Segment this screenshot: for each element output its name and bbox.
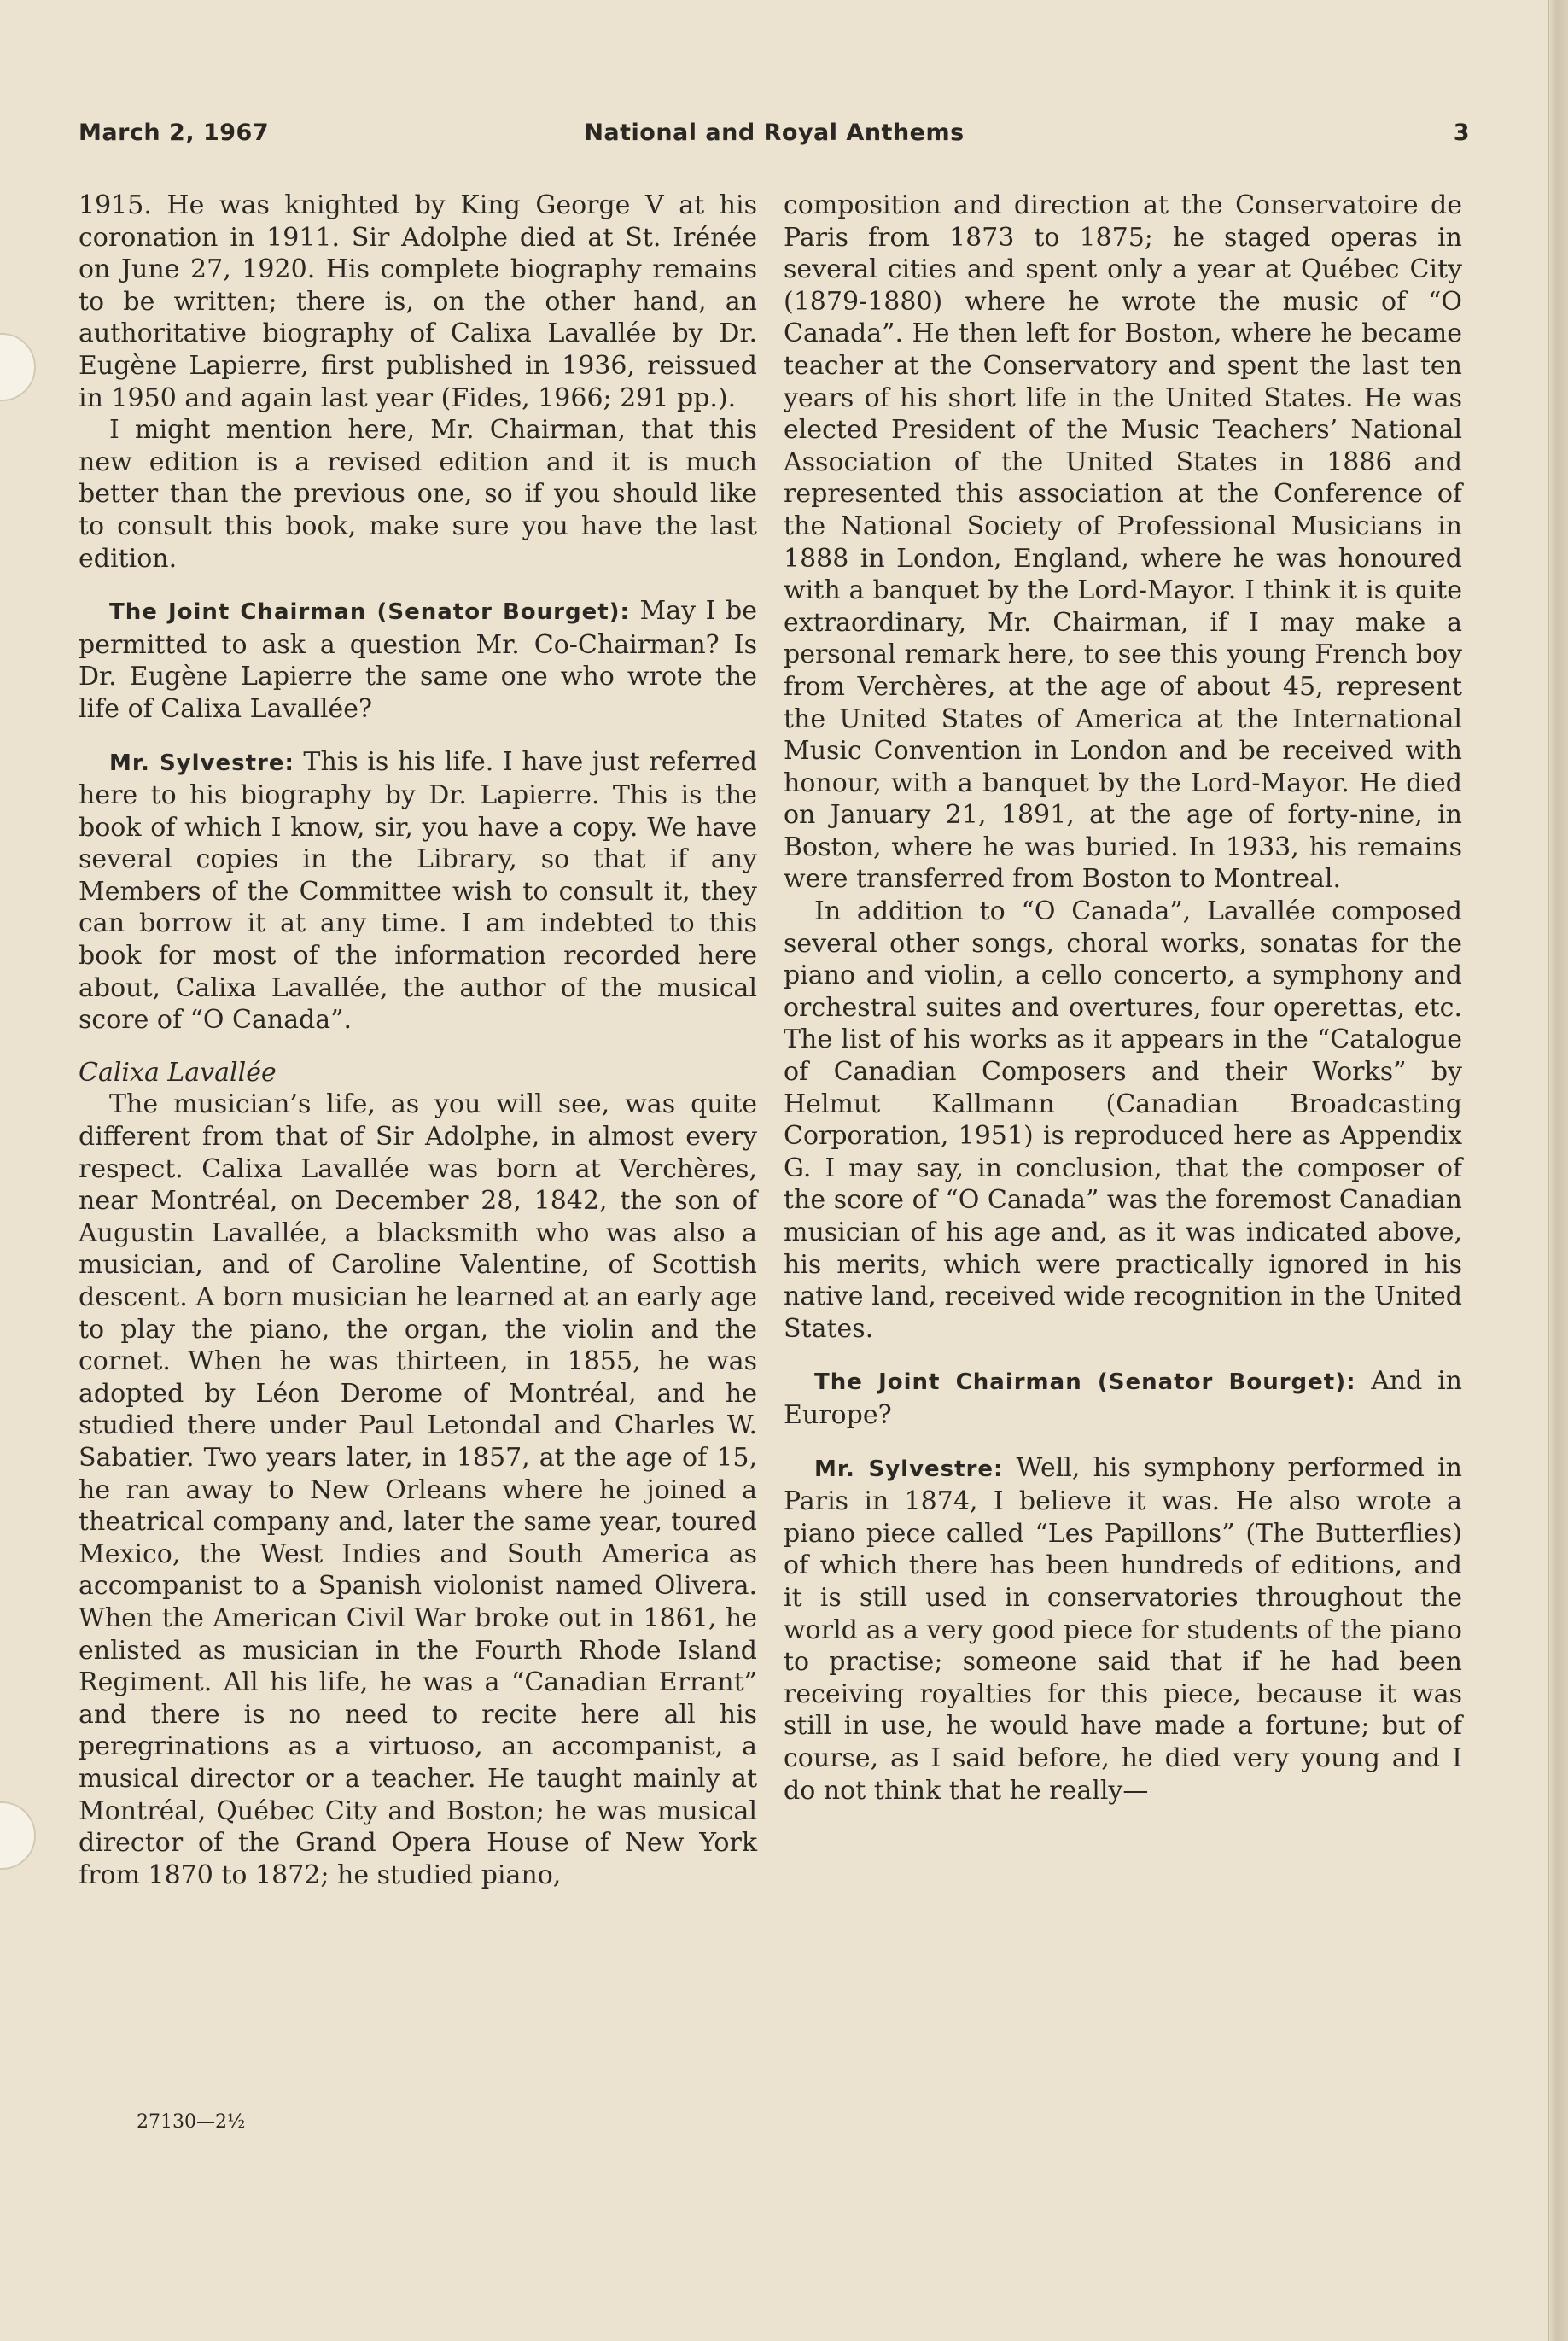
speech-text: Well, his symphony performed in Paris in 1874, I believe it was. He also wrote a piano piece called “Les Papillons” (The Butterflies) of which there has been hundreds of editions, and it is still used in conservatories throughout the world as a very good piece for students of the piano to practise; someone said that if he had been receiving royalties for this piece, because it was still in use, he would have made a fortune; but of course, as I said before, he died very young and I do not think that he really— <box>784 1452 1463 1806</box>
speaker-paragraph <box>79 595 757 725</box>
section-heading: Calixa Lavallée <box>79 1057 277 1088</box>
paragraph: composition and direction at the Conservatoire de Paris from 1873 to 1875; he staged operas in several cities and spent only a year at Québec City (1879-1880) where he wrote the music of “O Canada”. He then left for Boston, where he became teacher at the Conservatory and spent the last ten years of his short life in the United States. He was elected President of the Music Teachers’ National Association of the United States in 1886 and represented this association at the Conference of the National Society of Professional Musicians in 1888 in London, England, where he was honoured with a banquet by the Lord-Mayor. I think it is quite extraordinary, Mr. Chairman, if I may make a personal remark here, to see this young French boy from Verchères, at the age of about 45, represent the United States of America at the International Music Convention in London and be received with honour, with a banquet by the Lord-Mayor. He died on January 21, 1891, at the age of forty-nine, in Boston, where he was buried. In 1933, his remains were transferred from Boston to Montreal. <box>784 190 1462 895</box>
header-date: March 2, 1967 <box>79 120 270 146</box>
left-column <box>79 190 757 1891</box>
speech-text: This is his life. I have just referred here to his biography by Dr. Lapierre. This is the book of which I know, sir, you have a copy. We have several copies in the Library, so that if any Members of the Committee wish to consult it, they can borrow it at any time. I am indebted to this book for most of the information recorded here about, Calixa Lavallée, the author of the musical score of “O Canada”. <box>79 746 758 1036</box>
paragraph: The musician’s life, as you will see, was quite different from that of Sir Adolphe, in almost every respect. Calixa Lavallée was born at Verchères, near Montréal, on December 28, 1842, the son of Augustin Lavallée, a blacksmith who was also a musician, and of Caroline Valentine, of Scottish descent. A born musician he learned at an early age to play the piano, the organ, the violin and the cornet. When he was thirteen, in 1855, he was adopted by Léon Derome of Montréal, and he studied there under Paul Letondal and Charles W. Sabatier. Two years later, in 1857, at the age of 15, he ran away to New Orleans where he joined a theatrical company and, later the same year, toured Mexico, the West Indies and South America as accompanist to a Spanish violonist named Olivera. When the American Civil War broke out in 1861, he enlisted as musician in the Fourth Rhode Island Regiment. All his life, he was a “Canadian Errant” and there is no need to recite here all his peregrinations as a virtuoso, an accompanist, a musical director or a teacher. He taught mainly at Montréal, Québec City and Boston; he was musical director of the Grand Opera House of New York from 1870 to 1872; he studied piano, <box>79 1089 757 1890</box>
page-number: 3 <box>1453 120 1470 146</box>
page-edge <box>1548 0 1568 2341</box>
header-title: National and Royal Anthems <box>584 120 965 146</box>
speaker-paragraph <box>784 1452 1462 1807</box>
punch-hole-top <box>0 333 36 401</box>
speech-text: May I be permitted to ask a question Mr. Co-Chairman? Is Dr. Eugène Lapierre the same one who wrote the life of Calixa Lavallée? <box>79 596 758 724</box>
paragraph: 1915. He was knighted by King George V at his coronation in 1911. Sir Adolphe died at St. Irénée on June 27, 1920. His complete biography remains to be written; there is, on the other hand, an authoritative biography of Calixa Lavallée by Dr. Eugène Lapierre, first published in 1936, reissued in 1950 and again last year (Fides, 1966; 291 pp.). <box>79 190 757 413</box>
speaker-paragraph <box>79 746 757 1036</box>
speaker-paragraph <box>784 1365 1462 1431</box>
speaker-name: The Joint Chairman (Senator Bourget): <box>814 1369 1356 1396</box>
right-column <box>784 190 1462 1807</box>
speaker-name: Mr. Sylvestre: <box>814 1456 1004 1482</box>
speaker-name: Mr. Sylvestre: <box>109 750 294 776</box>
punch-hole-bottom <box>0 1801 36 1870</box>
print-code: 27130—2½ <box>137 2111 246 2133</box>
paragraph: I might mention here, Mr. Chairman, that this new edition is a revised edition and it is much better than the previous one, so if you should like to consult this book, make sure you have the last edition. <box>79 415 757 574</box>
speech-text: And in Europe? <box>784 1366 1462 1430</box>
page-header <box>79 120 1470 159</box>
speaker-name: The Joint Chairman (Senator Bourget): <box>109 599 630 626</box>
paragraph: In addition to “O Canada”, Lavallée composed several other songs, choral works, sonatas for the piano and violin, a cello concerto, a symphony and orchestral suites and overtures, four operettas, etc. The list of his works as it appears in the “Catalogue of Canadian Composers and their Works” by Helmut Kallmann (Canadian Broadcasting Corporation, 1951) is reproduced here as Appendix G. I may say, in conclusion, that the composer of the score of “O Canada” was the foremost Canadian musician of his age and, as it was indicated above, his merits, which were practically ignored in his native land, received wide recognition in the United States. <box>784 896 1462 1344</box>
